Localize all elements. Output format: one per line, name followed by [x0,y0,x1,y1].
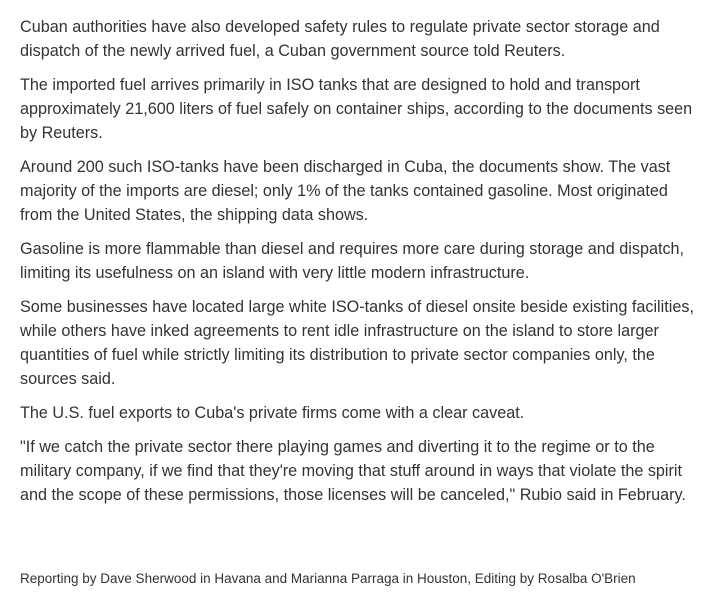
article-paragraph: Cuban authorities have also developed safety rules to regulate private sector storage and dispatch of the newly arrived fuel, a Cuban government source told Reuters. [20,18,660,60]
article-paragraph: The imported fuel arrives primarily in ISO tanks that are designed to hold and transport approximately 21,600 liters of fuel safely on container ships, according to the documents seen by Reuters. [20,76,693,142]
article-paragraph: "If we catch the private sector there playing games and diverting it to the regime or to the military company, if we find that they're moving that stuff around in ways that violate the spirit and the scope of these permissions, those licenses will be canceled," Rubio said in February. [20,438,686,504]
article-body [20,15,700,507]
reporting-credit: Reporting by Dave Sherwood in Havana and Marianna Parraga in Houston, Editing by Rosalba O'Brien [20,571,636,586]
article-paragraph: Some businesses have located large white ISO-tanks of diesel onsite beside existing facilities, while others have inked agreements to rent idle infrastructure on the island to store larger quantities of fuel while strictly limiting its distribution to private sector companies only, the sources said. [20,298,694,388]
article-paragraph: Gasoline is more flammable than diesel and requires more care during storage and dispatch, limiting its usefulness on an island with very little modern infrastructure. [20,240,685,282]
article-paragraph: The U.S. fuel exports to Cuba's private firms come with a clear caveat. [20,404,525,422]
article-paragraph: Around 200 such ISO-tanks have been discharged in Cuba, the documents show. The vast majority of the imports are diesel; only 1% of the tanks contained gasoline. Most originated from the United States, the shipping data shows. [20,158,671,224]
